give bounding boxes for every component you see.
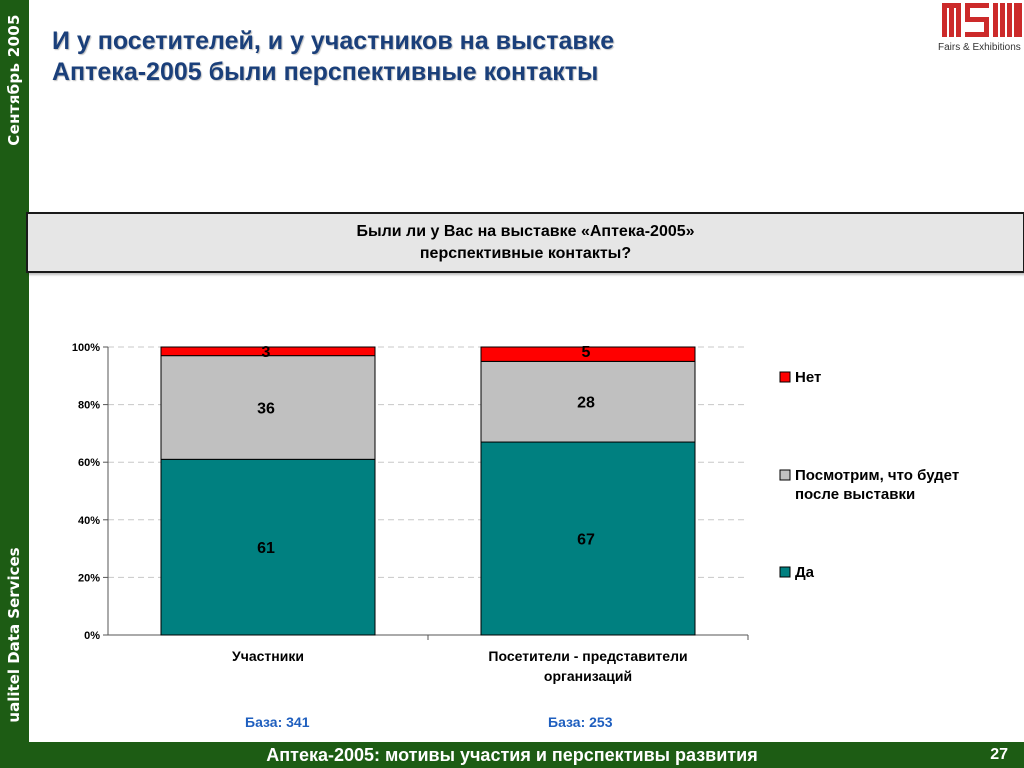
page-title-line-2: Аптека-2005 были перспективные контакты xyxy=(52,58,599,86)
page-number: 27 xyxy=(990,746,1008,763)
question-line-1: Были ли у Вас на выставке «Аптека-2005» xyxy=(356,222,695,240)
y-tick-label: 40% xyxy=(77,514,100,527)
footer xyxy=(0,742,1024,768)
sidebar-company-name: ualitel Data Services xyxy=(5,547,23,723)
data-label: 3 xyxy=(261,344,271,361)
base-label-visitors: База: 253 xyxy=(548,714,613,730)
data-label: 36 xyxy=(257,400,275,418)
logo-mark-icon xyxy=(940,0,1024,40)
legend-swatch xyxy=(780,567,790,577)
logo-caption: Fairs & Exhibitions xyxy=(938,42,1021,53)
y-tick-label: 80% xyxy=(77,399,100,412)
legend-label: Нет xyxy=(795,369,822,386)
data-label: 5 xyxy=(581,344,591,361)
legend-label: Посмотрим, что будет xyxy=(795,467,960,484)
x-category-label: Участники xyxy=(232,648,304,664)
x-category-label: Посетители - представители xyxy=(488,648,688,664)
sidebar-date: Сентябрь 2005 xyxy=(5,14,23,146)
company-logo xyxy=(936,0,1024,56)
page-title-line-1: И у посетителей, и у участников на выставке xyxy=(52,27,615,55)
legend-label: после выставки xyxy=(795,486,916,503)
sidebar xyxy=(0,0,29,742)
y-tick-label: 20% xyxy=(77,572,100,585)
question-line-2: перспективные контакты? xyxy=(419,244,632,262)
data-label: 67 xyxy=(577,531,595,549)
legend-label: Да xyxy=(795,564,815,581)
data-label: 61 xyxy=(257,540,275,558)
legend-swatch xyxy=(780,470,790,480)
data-label: 28 xyxy=(577,394,595,412)
footer-title: Аптека-2005: мотивы участия и перспективы развития xyxy=(266,745,758,765)
y-tick-label: 60% xyxy=(77,457,100,470)
base-label-participants: База: 341 xyxy=(245,714,310,730)
x-category-label: организаций xyxy=(543,668,633,684)
legend-swatch xyxy=(780,372,790,382)
y-tick-label: 0% xyxy=(84,630,100,642)
question-box xyxy=(26,212,1024,273)
page-title xyxy=(52,26,912,88)
y-tick-label: 100% xyxy=(71,342,100,354)
stacked-bar-chart xyxy=(40,330,1010,690)
